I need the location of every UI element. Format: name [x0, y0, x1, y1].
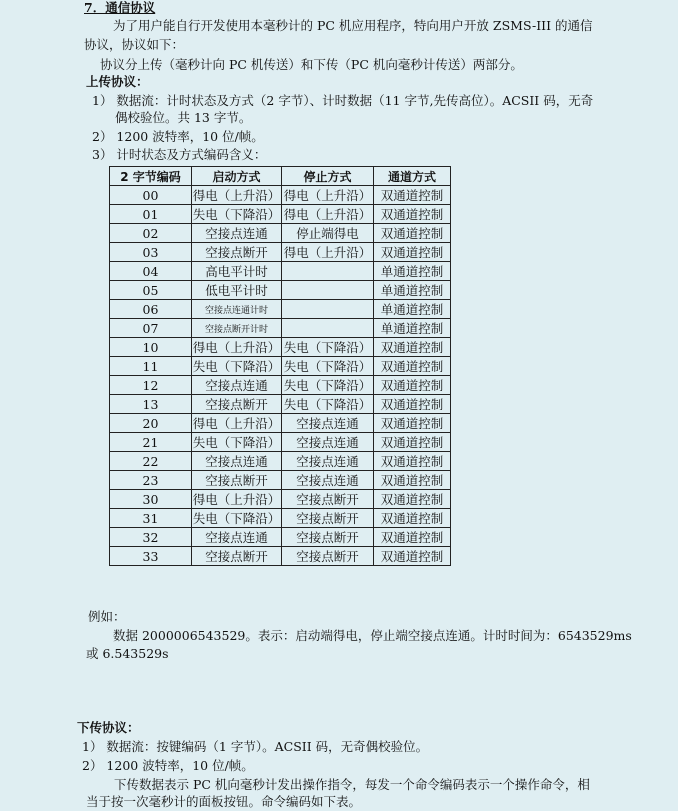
cell-start: 得电（上升沿） — [192, 338, 282, 357]
cell-stop: 得电（上升沿） — [282, 186, 374, 205]
cell-stop: 空接点连通 — [282, 471, 374, 490]
table-row — [110, 205, 451, 224]
cell-channel: 双通道控制 — [374, 452, 451, 471]
header-channel-mode: 通道方式 — [374, 167, 451, 186]
cell-code: 31 — [110, 509, 192, 528]
cell-stop — [282, 319, 374, 338]
cell-code: 01 — [110, 205, 192, 224]
cell-code: 03 — [110, 243, 192, 262]
cell-code: 05 — [110, 281, 192, 300]
cell-start: 失电（下降沿） — [192, 509, 282, 528]
cell-start: 得电（上升沿） — [192, 490, 282, 509]
cell-code: 07 — [110, 319, 192, 338]
upload-title: 上传协议： — [86, 74, 149, 89]
cell-start: 高电平计时 — [192, 262, 282, 281]
cell-stop — [282, 262, 374, 281]
cell-code: 00 — [110, 186, 192, 205]
table-row — [110, 395, 451, 414]
table-row — [110, 224, 451, 243]
table-row — [110, 262, 451, 281]
cell-start: 空接点连通计时 — [192, 300, 282, 319]
cell-channel: 双通道控制 — [374, 547, 451, 566]
upload-item-3: 3） 计时状态及方式编码含义： — [92, 147, 267, 162]
cell-start: 空接点连通 — [192, 452, 282, 471]
cell-stop: 失电（下降沿） — [282, 338, 374, 357]
cell-code: 11 — [110, 357, 192, 376]
cell-start: 空接点断开 — [192, 547, 282, 566]
table-row — [110, 414, 451, 433]
cell-start: 失电（下降沿） — [192, 205, 282, 224]
cell-channel: 双通道控制 — [374, 509, 451, 528]
encoding-table — [109, 166, 451, 566]
cell-start: 失电（下降沿） — [192, 357, 282, 376]
cell-stop: 得电（上升沿） — [282, 205, 374, 224]
cell-stop: 空接点断开 — [282, 509, 374, 528]
header-code: 2 字节编码 — [110, 167, 192, 186]
cell-start: 得电（上升沿） — [192, 186, 282, 205]
cell-code: 30 — [110, 490, 192, 509]
cell-code: 32 — [110, 528, 192, 547]
cell-start: 低电平计时 — [192, 281, 282, 300]
cell-start: 空接点断开 — [192, 395, 282, 414]
download-item-2: 2） 1200 波特率，10 位/帧。 — [82, 758, 254, 773]
cell-code: 10 — [110, 338, 192, 357]
cell-channel: 双通道控制 — [374, 338, 451, 357]
cell-channel: 双通道控制 — [374, 224, 451, 243]
table-row — [110, 300, 451, 319]
cell-channel: 单通道控制 — [374, 281, 451, 300]
intro-line-2: 协议，协议如下： — [84, 37, 185, 52]
table-row — [110, 528, 451, 547]
cell-stop: 失电（下降沿） — [282, 395, 374, 414]
cell-start: 空接点断开 — [192, 243, 282, 262]
cell-stop: 空接点连通 — [282, 414, 374, 433]
cell-channel: 双通道控制 — [374, 395, 451, 414]
cell-stop: 空接点连通 — [282, 433, 374, 452]
cell-channel: 双通道控制 — [374, 205, 451, 224]
cell-code: 22 — [110, 452, 192, 471]
cell-code: 12 — [110, 376, 192, 395]
cell-code: 04 — [110, 262, 192, 281]
cell-channel: 双通道控制 — [374, 433, 451, 452]
header-start-mode: 启动方式 — [192, 167, 282, 186]
table-row — [110, 547, 451, 566]
cell-channel: 双通道控制 — [374, 414, 451, 433]
cell-stop: 失电（下降沿） — [282, 376, 374, 395]
cell-code: 21 — [110, 433, 192, 452]
upload-item-1-cont: 偶校验位。共 13 字节。 — [115, 110, 252, 125]
cell-stop: 停止端得电 — [282, 224, 374, 243]
cell-start: 失电（下降沿） — [192, 433, 282, 452]
intro-line-1: 为了用户能自行开发使用本毫秒计的 PC 机应用程序，特向用户开放 ZSMS-III 的通信 — [113, 18, 593, 33]
cell-code: 13 — [110, 395, 192, 414]
download-item-1: 1） 数据流：按键编码（1 字节）。ACSII 码，无奇偶校验位。 — [82, 739, 429, 754]
cell-stop: 得电（上升沿） — [282, 243, 374, 262]
cell-start: 空接点断开 — [192, 471, 282, 490]
table-row — [110, 509, 451, 528]
cell-channel: 单通道控制 — [374, 262, 451, 281]
cell-start: 空接点连通 — [192, 376, 282, 395]
cell-code: 02 — [110, 224, 192, 243]
cell-stop: 空接点断开 — [282, 490, 374, 509]
download-line-3: 下传数据表示 PC 机向毫秒计发出操作指令，每发一个命令编码表示一个操作命令，相 — [114, 777, 590, 792]
cell-stop: 空接点断开 — [282, 547, 374, 566]
cell-channel: 双通道控制 — [374, 186, 451, 205]
intro-line-3: 协议分上传（毫秒计向 PC 机传送）和下传（PC 机向毫秒计传送）两部分。 — [100, 57, 523, 72]
section-title: 7．通信协议 — [84, 0, 156, 15]
example-title: 例如： — [88, 609, 126, 624]
cell-stop — [282, 281, 374, 300]
example-line-2: 或 6.543529s — [86, 646, 169, 661]
download-line-4: 当于按一次毫秒计的面板按钮。命令编码如下表。 — [86, 794, 362, 809]
cell-start: 空接点连通 — [192, 224, 282, 243]
upload-item-2: 2） 1200 波特率，10 位/帧。 — [92, 129, 264, 144]
download-title: 下传协议： — [77, 720, 140, 735]
cell-code: 33 — [110, 547, 192, 566]
table-row — [110, 471, 451, 490]
table-row — [110, 452, 451, 471]
upload-item-1: 1） 数据流：计时状态及方式（2 字节）、计时数据（11 字节,先传高位）。ACSII 码，无奇 — [92, 93, 594, 108]
table-row — [110, 433, 451, 452]
table-row — [110, 186, 451, 205]
cell-stop: 空接点断开 — [282, 528, 374, 547]
table-row — [110, 319, 451, 338]
cell-channel: 双通道控制 — [374, 376, 451, 395]
header-stop-mode: 停止方式 — [282, 167, 374, 186]
cell-start: 空接点连通 — [192, 528, 282, 547]
cell-code: 06 — [110, 300, 192, 319]
table-row — [110, 357, 451, 376]
cell-channel: 双通道控制 — [374, 243, 451, 262]
table-row — [110, 490, 451, 509]
cell-stop: 空接点连通 — [282, 452, 374, 471]
cell-channel: 双通道控制 — [374, 471, 451, 490]
table-row — [110, 338, 451, 357]
example-line-1: 数据 2000006543529。表示：启动端得电，停止端空接点连通。计时时间为：6543529ms — [113, 628, 632, 643]
cell-start: 得电（上升沿） — [192, 414, 282, 433]
cell-channel: 单通道控制 — [374, 300, 451, 319]
table-header-row — [110, 167, 451, 186]
cell-channel: 双通道控制 — [374, 490, 451, 509]
cell-stop: 失电（下降沿） — [282, 357, 374, 376]
table-row — [110, 376, 451, 395]
cell-channel: 双通道控制 — [374, 357, 451, 376]
cell-code: 20 — [110, 414, 192, 433]
cell-channel: 双通道控制 — [374, 528, 451, 547]
cell-start: 空接点断开计时 — [192, 319, 282, 338]
cell-stop — [282, 300, 374, 319]
table-row — [110, 281, 451, 300]
cell-channel: 单通道控制 — [374, 319, 451, 338]
cell-code: 23 — [110, 471, 192, 490]
table-row — [110, 243, 451, 262]
